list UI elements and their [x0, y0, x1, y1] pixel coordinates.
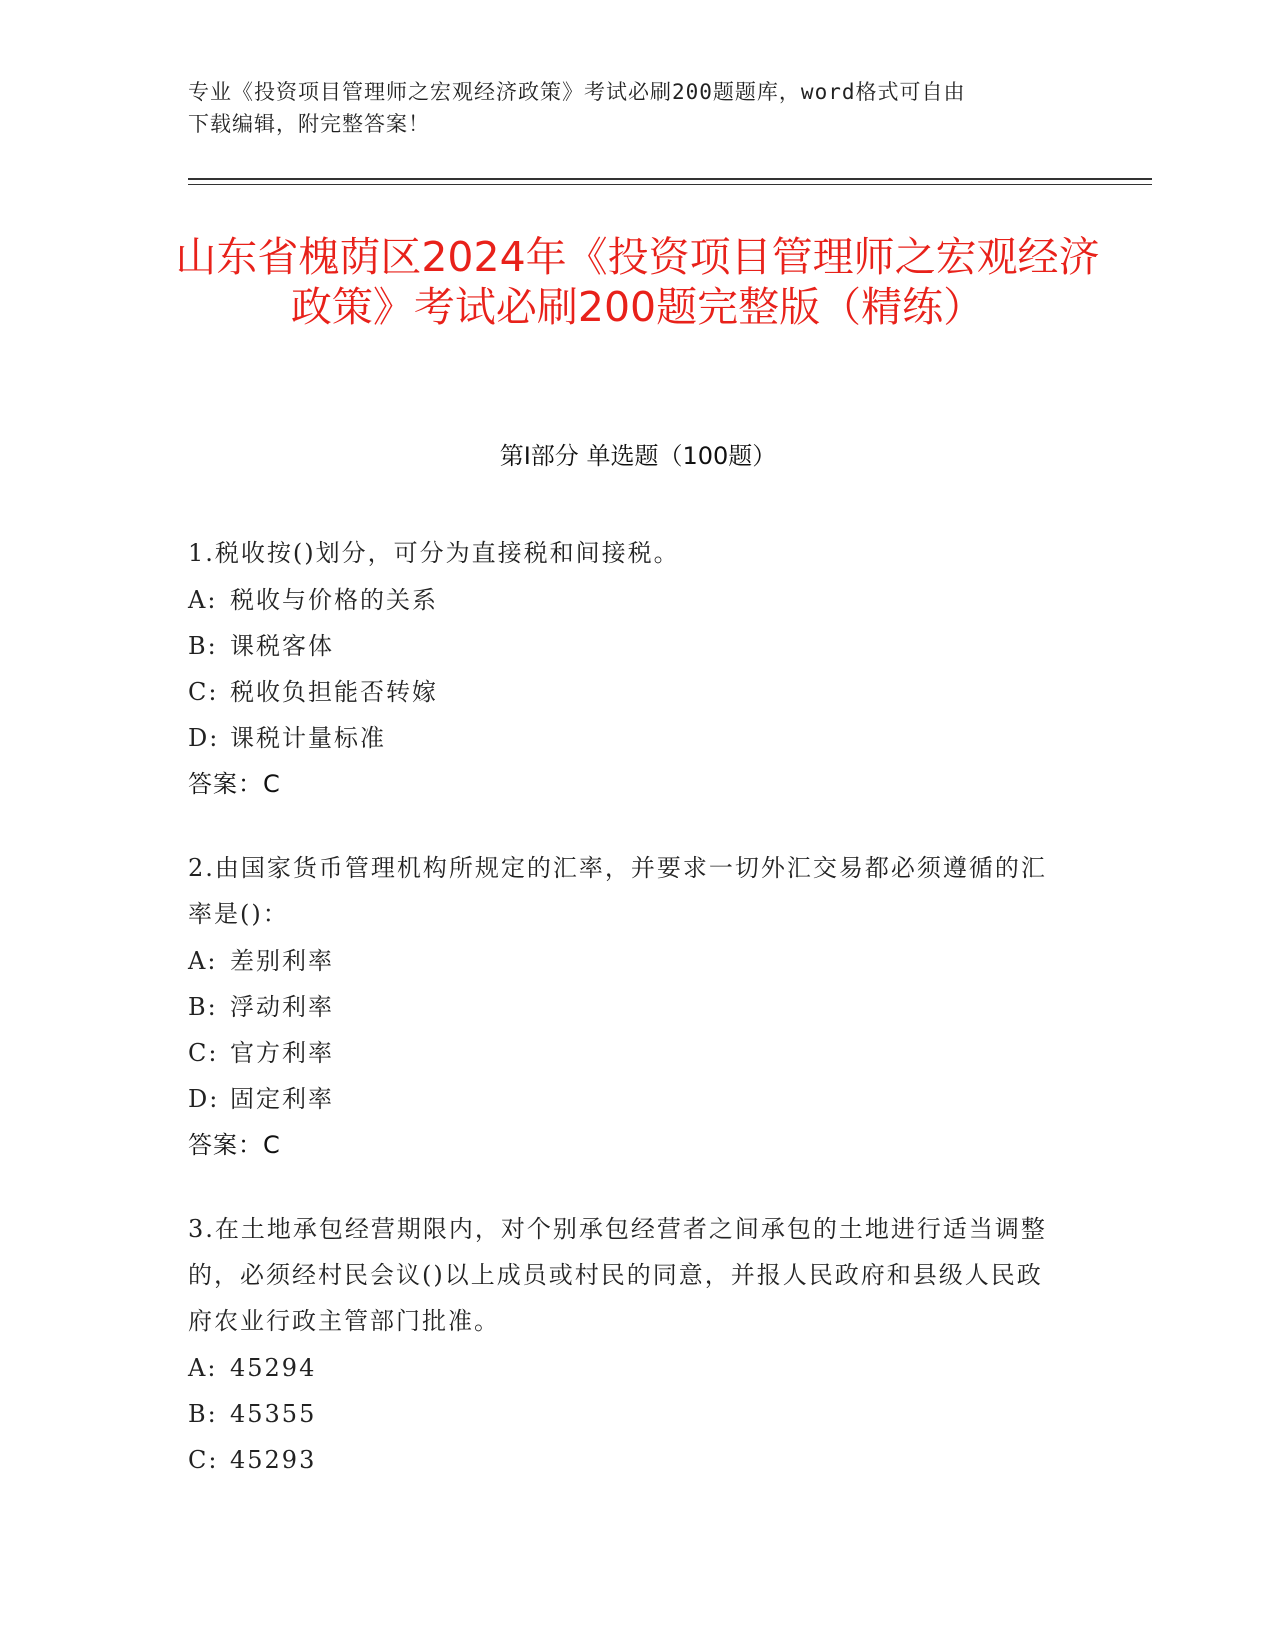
- question-3: [188, 1206, 1068, 1483]
- option-key: C:: [188, 1446, 219, 1474]
- option-a: [188, 1345, 1068, 1391]
- option-text: 45293: [230, 1446, 317, 1474]
- question-stem: 2.由国家货币管理机构所规定的汇率，并要求一切外汇交易都必须遵循的汇率是()：: [188, 854, 1047, 928]
- option-text: 税收负担能否转嫁: [230, 678, 438, 706]
- option-d: [188, 1076, 1068, 1122]
- option-text: 差别利率: [230, 947, 334, 975]
- answer-line: 答案：C: [188, 1131, 281, 1159]
- option-c: [188, 669, 1068, 715]
- option-key: A:: [188, 586, 218, 614]
- option-b: [188, 1391, 1068, 1437]
- option-text: 官方利率: [230, 1039, 334, 1067]
- option-c: [188, 1030, 1068, 1076]
- option-key: B:: [188, 993, 218, 1021]
- option-text: 课税计量标准: [230, 724, 386, 752]
- header-divider-thick: [188, 178, 1152, 180]
- option-text: 45294: [230, 1354, 317, 1382]
- question-stem: 3.在土地承包经营期限内，对个别承包经营者之间承包的土地进行适当调整的，必须经村民会议()以上成员或村民的同意，并报人民政府和县级人民政府农业行政主管部门批准。: [188, 1215, 1047, 1335]
- option-key: A:: [188, 947, 218, 975]
- option-d: [188, 715, 1068, 761]
- option-a: [188, 577, 1068, 623]
- option-text: 45355: [230, 1400, 317, 1428]
- option-key: D:: [188, 724, 220, 752]
- question-2: [188, 845, 1068, 1168]
- option-key: D:: [188, 1085, 220, 1113]
- answer-line: 答案：C: [188, 770, 281, 798]
- option-b: [188, 623, 1068, 669]
- option-b: [188, 984, 1068, 1030]
- option-key: B:: [188, 1400, 218, 1428]
- option-text: 课税客体: [230, 632, 334, 660]
- document-title: 山东省槐荫区2024年《投资项目管理师之宏观经济政策》考试必刷200题完整版（精练）: [175, 233, 1100, 331]
- header-note-line-1: 专业《投资项目管理师之宏观经济政策》考试必刷200题题库，word格式可自由: [188, 80, 966, 104]
- option-key: A:: [188, 1354, 218, 1382]
- question-stem: 1.税收按()划分，可分为直接税和间接税。: [188, 539, 680, 567]
- option-text: 浮动利率: [230, 993, 334, 1021]
- option-text: 固定利率: [230, 1085, 334, 1113]
- question-1: [188, 530, 1068, 807]
- option-c: [188, 1437, 1068, 1483]
- option-key: B:: [188, 632, 218, 660]
- question-list: [188, 530, 1068, 1521]
- option-text: 税收与价格的关系: [230, 586, 438, 614]
- header-note-line-2: 下载编辑，附完整答案！: [188, 112, 430, 136]
- header-divider-thin: [188, 184, 1152, 185]
- option-key: C:: [188, 1039, 219, 1067]
- option-a: [188, 938, 1068, 984]
- section-heading: 第Ⅰ部分 单选题（100题）: [499, 442, 777, 470]
- header-note: [188, 76, 1068, 140]
- option-key: C:: [188, 678, 219, 706]
